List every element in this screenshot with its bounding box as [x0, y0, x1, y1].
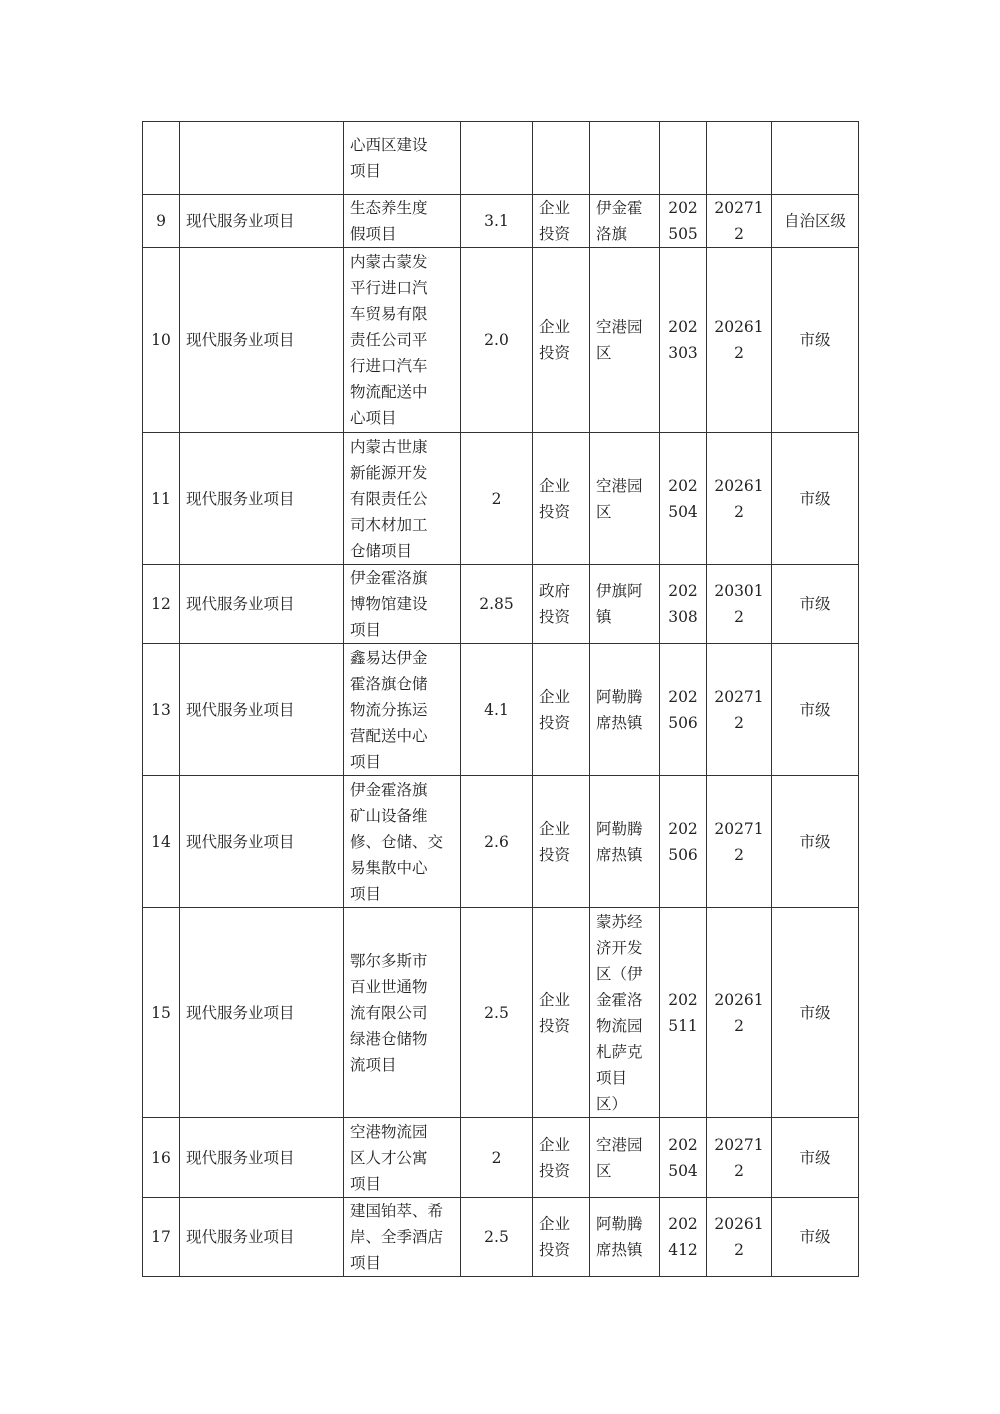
row-number: 12 [151, 595, 171, 613]
end-date: 20271 2 [714, 687, 764, 732]
project-name: 伊金霍洛旗 矿山设备维 修、仓储、交 易集散中心 项目 [350, 780, 444, 903]
project-name: 空港物流园 区人才公寓 项目 [350, 1122, 428, 1193]
project-name: 心西区建设 项目 [350, 136, 428, 180]
investment-amount: 2.5 [484, 1003, 509, 1022]
project-level: 市级 [799, 700, 831, 719]
start-date: 202 504 [668, 476, 698, 521]
project-category: 现代服务业项目 [186, 331, 295, 349]
end-date: 20261 2 [714, 476, 764, 521]
end-date: 20261 2 [714, 990, 764, 1035]
end-date: 20271 2 [714, 199, 764, 243]
project-location: 伊旗阿 镇 [596, 582, 643, 626]
table-row [143, 644, 859, 776]
project-category: 现代服务业项目 [186, 489, 295, 508]
project-location: 蒙苏经 济开发 区（伊 金霍洛 物流园 札萨克 项目 区） [596, 912, 643, 1113]
end-date: 20261 2 [714, 1215, 764, 1259]
investment-type: 企业 投资 [539, 199, 571, 243]
project-table [142, 121, 859, 1277]
investment-type: 企业 投资 [539, 687, 571, 732]
project-level: 市级 [799, 1228, 831, 1246]
table-row [143, 1118, 859, 1198]
row-number: 9 [156, 212, 166, 230]
start-date: 202 504 [668, 1135, 698, 1180]
project-category: 现代服务业项目 [186, 700, 295, 719]
start-date: 202 506 [668, 687, 698, 732]
investment-type: 企业 投资 [539, 990, 571, 1035]
project-level: 市级 [799, 832, 831, 851]
project-level: 市级 [799, 1148, 831, 1167]
project-level: 市级 [799, 331, 831, 349]
project-location: 阿勒腾 席热镇 [596, 1215, 643, 1259]
investment-type: 企业 投资 [539, 1215, 571, 1259]
project-name: 内蒙古蒙发 平行进口汽 车贸易有限 责任公司平 行进口汽车 物流配送中 心项目 [350, 253, 428, 427]
project-category: 现代服务业项目 [186, 832, 295, 851]
project-level: 自治区级 [783, 212, 846, 230]
project-location: 空港园 区 [596, 1135, 643, 1180]
project-location: 空港园 区 [596, 318, 643, 362]
project-name: 内蒙古世康 新能源开发 有限责任公 司木材加工 仓储项目 [350, 437, 428, 560]
table-row [143, 565, 859, 644]
project-level: 市级 [799, 595, 831, 613]
investment-type: 政府 投资 [539, 582, 571, 626]
project-level: 市级 [799, 489, 831, 508]
project-name: 伊金霍洛旗 博物馆建设 项目 [350, 569, 428, 639]
project-location: 阿勒腾 席热镇 [596, 687, 643, 732]
project-name: 鄂尔多斯市 百业世通物 流有限公司 绿港仓储物 流项目 [350, 951, 428, 1074]
project-location: 空港园 区 [596, 476, 643, 521]
investment-amount: 2.0 [484, 331, 509, 349]
project-location: 伊金霍 洛旗 [596, 199, 643, 243]
row-number: 11 [151, 489, 171, 508]
investment-type: 企业 投资 [539, 476, 571, 521]
investment-type: 企业 投资 [539, 318, 571, 362]
investment-amount: 2.6 [484, 832, 509, 851]
investment-amount: 3.1 [484, 212, 509, 230]
investment-type: 企业 投资 [539, 819, 571, 864]
investment-amount: 2.85 [479, 595, 514, 613]
row-number: 16 [151, 1148, 171, 1167]
project-category: 现代服务业项目 [186, 595, 295, 613]
start-date: 202 511 [668, 990, 698, 1035]
start-date: 202 412 [668, 1215, 698, 1259]
start-date: 202 505 [668, 199, 698, 243]
end-date: 20301 2 [714, 582, 764, 626]
table-row [143, 908, 859, 1118]
project-category: 现代服务业项目 [186, 1148, 295, 1167]
start-date: 202 308 [668, 582, 698, 626]
row-number: 10 [151, 331, 171, 349]
investment-type: 企业 投资 [539, 1135, 571, 1180]
project-level: 市级 [799, 1003, 831, 1022]
investment-amount: 2 [491, 489, 502, 508]
row-number: 14 [151, 832, 171, 851]
end-date: 20261 2 [714, 318, 764, 362]
end-date: 20271 2 [714, 819, 764, 864]
table-row [143, 248, 859, 433]
project-name: 鑫易达伊金 霍洛旗仓储 物流分拣运 营配送中心 项目 [350, 648, 428, 771]
table-row [143, 195, 859, 248]
project-category: 现代服务业项目 [186, 1228, 295, 1246]
project-name: 生态养生度 假项目 [350, 199, 428, 243]
table-row [143, 776, 859, 908]
row-number: 13 [151, 700, 171, 719]
start-date: 202 506 [668, 819, 698, 864]
table-row [143, 1198, 859, 1277]
investment-amount: 2.5 [484, 1228, 509, 1246]
table-row [143, 122, 859, 195]
investment-amount: 2 [491, 1148, 502, 1167]
row-number: 15 [151, 1003, 171, 1022]
project-category: 现代服务业项目 [186, 212, 295, 230]
start-date: 202 303 [668, 318, 698, 362]
table-row [143, 433, 859, 565]
project-category: 现代服务业项目 [186, 1003, 295, 1022]
row-number: 17 [151, 1228, 171, 1246]
project-name: 建国铂萃、希 岸、全季酒店 项目 [350, 1202, 444, 1272]
investment-amount: 4.1 [484, 700, 509, 719]
project-location: 阿勒腾 席热镇 [596, 819, 643, 864]
end-date: 20271 2 [714, 1135, 764, 1180]
